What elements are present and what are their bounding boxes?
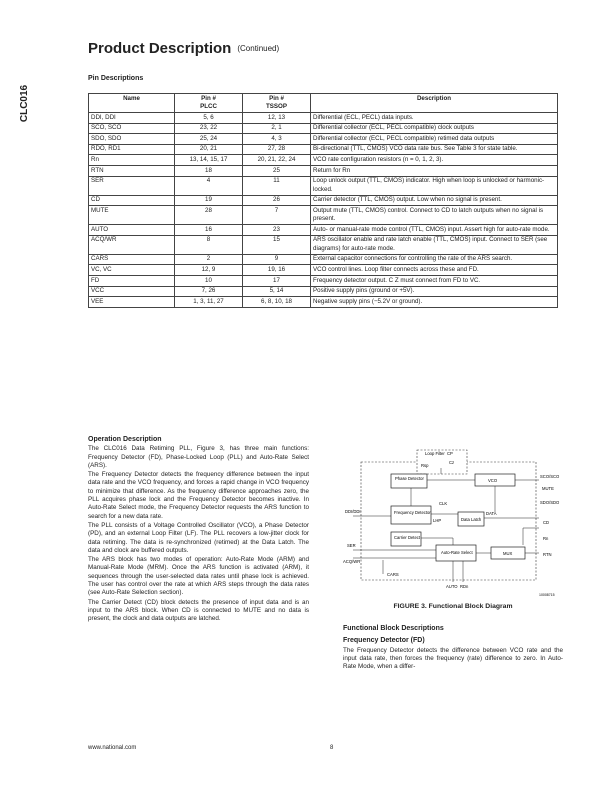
operation-heading: Operation Description <box>88 436 162 443</box>
pin-plcc: 5, 6 <box>175 113 243 124</box>
table-row <box>89 254 558 265</box>
mux-label: MUX <box>503 551 513 556</box>
pin-plcc: 8 <box>175 235 243 254</box>
operation-description <box>88 436 309 625</box>
table-row <box>89 155 558 166</box>
pin-description: Auto- or manual-rate mode control (TTL, CMOS) input. Assert high for auto-rate mode. <box>311 225 558 236</box>
pin-description: Frequency detector output. C Z must connect from FD to VC. <box>311 275 558 286</box>
header-plcc: Pin # PLCC <box>175 94 243 113</box>
table-row <box>89 265 558 276</box>
frequency-detector-block <box>391 506 431 524</box>
pin-description: Output mute (TTL, CMOS) control. Connect to CD to latch outputs when no signal is present. <box>311 206 558 225</box>
header-tssop: Pin # TSSOP <box>243 94 311 113</box>
pin-plcc: 16 <box>175 225 243 236</box>
pin-tssop: 12, 13 <box>243 113 311 124</box>
operation-p4: The ARS block has two modes of operation: Auto-Rate Mode (ARM) and Manual-Rate Mode (MRM). Once the ARS function is activated (ARM), it sequences through the user-selected data rates until phase lock is achieved. The user has control over the rate at which ARS steps through the data rates (see Auto-Rate Selection section). <box>88 556 309 597</box>
table-row <box>89 134 558 145</box>
rdn-label: RDn <box>460 584 469 589</box>
ser-label: SER <box>347 543 356 548</box>
fd-paragraph: The Frequency Detector detects the difference between VCO rate and the input data rate, then forces the frequency (rate) difference to zero. In Auto-Rate Mode, when a differ- <box>343 646 563 671</box>
pin-tssop: 25 <box>243 165 311 176</box>
table-row <box>89 144 558 155</box>
pin-name: ACQ/WR <box>89 235 175 254</box>
vco-label: VCO <box>488 478 498 483</box>
section-heading: Pin Descriptions <box>88 75 144 82</box>
pin-name: Rn <box>89 155 175 166</box>
pin-tssop: 23 <box>243 225 311 236</box>
pin-table <box>88 93 558 308</box>
table-row <box>89 176 558 195</box>
auto-rate-select-label: Auto-Rate Select <box>441 550 473 555</box>
pin-description: ARS oscillator enable and rate latch enable (TTL, CMOS) input. Connect to SER (see diagrams) for auto-rate mode. <box>311 235 558 254</box>
pin-name: RDO, RD1 <box>89 144 175 155</box>
cp-label: CP <box>447 451 453 456</box>
pin-plcc: 12, 9 <box>175 265 243 276</box>
cz-label: Cz <box>449 460 455 465</box>
phase-detector-label: Phase Detector <box>395 476 424 481</box>
acqwr-label: ACQ/WR <box>343 559 361 564</box>
table-row <box>89 235 558 254</box>
pin-plcc: 13, 14, 15, 17 <box>175 155 243 166</box>
table-row <box>89 195 558 206</box>
pin-description: Negative supply pins (−5.2V or ground). <box>311 297 558 308</box>
table-row <box>89 123 558 134</box>
header-description: Description <box>311 94 558 113</box>
pin-description: Differential (ECL, PECL) data inputs. <box>311 113 558 124</box>
pin-description: Differential collector (ECL, PECL compatible) clock outputs <box>311 123 558 134</box>
ddi-label: DDI/DDI <box>345 509 361 514</box>
pin-tssop: 17 <box>243 275 311 286</box>
table-row <box>89 225 558 236</box>
table-row <box>89 165 558 176</box>
operation-p1: The CLC016 Data Retiming PLL, Figure 3, has three main functions: Frequency Detector (FD), Phase-Locked Loop (PLL) and Auto-Rate Select (ARS). <box>88 445 309 469</box>
pin-name: VCC <box>89 286 175 297</box>
pin-tssop: 5, 14 <box>243 286 311 297</box>
pin-description: Positive supply pins (ground or +5V). <box>311 286 558 297</box>
pin-description: External capacitor connections for controlling the rate of the ARS search. <box>311 254 558 265</box>
cd-label: CD <box>543 520 550 525</box>
side-part-label <box>10 80 40 130</box>
pin-name: CD <box>89 195 175 206</box>
diagram-ref: 10008715 <box>539 593 555 597</box>
footer-url[interactable]: www.national.com <box>88 745 137 751</box>
pin-plcc: 2 <box>175 254 243 265</box>
operation-p3: The PLL consists of a Voltage Controlled Oscillator (VCO), a Phase Detector (PD), and an external Loop Filter (LF). The PLL recovers a low-jitter clock for data retiming. The data is re-synchronized (retimed) at the Data Latch. The data and clock are buffered outputs. <box>88 521 309 554</box>
pin-name: RTN <box>89 165 175 176</box>
pin-tssop: 11 <box>243 176 311 195</box>
pin-tssop: 2, 1 <box>243 123 311 134</box>
table-row <box>89 297 558 308</box>
pin-description: Bi-directional (TTL, CMOS) VCO data rate bus. See Table 3 for state table. <box>311 144 558 155</box>
pin-description: Carrier detector (TTL, CMOS) output. Low when no signal is present. <box>311 195 558 206</box>
mute-label: MUTE <box>542 486 554 491</box>
rtn-label: RTN <box>543 552 552 557</box>
pin-description: Return for Rn <box>311 165 558 176</box>
side-label-text: CLC016 <box>19 84 31 123</box>
auto-label: AUTO <box>446 584 458 589</box>
data-latch-label: Data Latch <box>461 517 482 522</box>
pin-plcc: 10 <box>175 275 243 286</box>
pin-description: Loop unlock output (TTL, CMOS) indicator. High when loop is unlocked or harmonic-locked. <box>311 176 558 195</box>
functional-block-diagram <box>343 448 563 598</box>
pin-tssop: 20, 21, 22, 24 <box>243 155 311 166</box>
pin-name: SDO, SDO <box>89 134 175 145</box>
title-text: Product Description <box>88 40 232 57</box>
table-row <box>89 206 558 225</box>
table-row <box>89 113 558 124</box>
pin-description: VCO rate configuration resistors (n = 0, 1, 2, 3). <box>311 155 558 166</box>
pin-name: VC, VC <box>89 265 175 276</box>
pin-name: AUTO <box>89 225 175 236</box>
pin-name: FD <box>89 275 175 286</box>
title-suffix: (Continued) <box>237 44 280 53</box>
figure-caption: FIGURE 3. Functional Block Diagram <box>393 603 513 610</box>
table-header-row <box>89 94 558 113</box>
sco-label: SCO/SCO <box>540 474 560 479</box>
pin-plcc: 7, 26 <box>175 286 243 297</box>
pin-name: CARS <box>89 254 175 265</box>
carrier-detect-label: Carrier Detect <box>394 535 421 540</box>
pin-tssop: 15 <box>243 235 311 254</box>
pin-name: SCO, SCO <box>89 123 175 134</box>
data-label: DATA <box>486 511 497 516</box>
pin-description: VCO control lines. Loop filter connects across these and FD. <box>311 265 558 276</box>
pin-plcc: 23, 22 <box>175 123 243 134</box>
pin-plcc: 18 <box>175 165 243 176</box>
pin-name: SER <box>89 176 175 195</box>
pin-name: VEE <box>89 297 175 308</box>
sdo-label: SDO/SDO <box>540 500 560 505</box>
pin-description: Differential collector (ECL, PECL compatible) retimed data outputs <box>311 134 558 145</box>
operation-p5: The Carrier Detect (CD) block detects the presence of input data and is an input to the ARS block. When CD is connected to MUTE and no data is present, the clock and data outputs are latched. <box>88 598 309 623</box>
pin-tssop: 7 <box>243 206 311 225</box>
functional-heading: Functional Block Descriptions <box>343 625 444 632</box>
pin-plcc: 20, 21 <box>175 144 243 155</box>
pin-tssop: 4, 3 <box>243 134 311 145</box>
frequency-detector-label: Frequency Detector <box>394 510 431 515</box>
lhp-label: LHP <box>433 518 442 523</box>
clk-label: CLK <box>439 501 448 506</box>
operation-p2: The Frequency Detector detects the frequency difference between the input data rate and the VCO frequency, and forces a rapid change in VCO frequency to minimize that difference. As the frequency difference approaches zero, the PLL acquires phase lock and the Frequency Detector becomes inactive. In Auto-Rate Select mode, the Frequency Detector requests the ARS function to search for a new data rate. <box>88 471 309 520</box>
page-number: 8 <box>330 745 334 751</box>
table-row <box>89 275 558 286</box>
header-name: Name <box>89 94 175 113</box>
pin-plcc: 4 <box>175 176 243 195</box>
functional-descriptions <box>343 625 563 672</box>
pin-name: MUTE <box>89 206 175 225</box>
fd-subheading: Frequency Detector (FD) <box>343 637 425 645</box>
pin-tssop: 26 <box>243 195 311 206</box>
rn-label: Rn <box>543 536 549 541</box>
pin-tssop: 9 <box>243 254 311 265</box>
pin-plcc: 19 <box>175 195 243 206</box>
page-title <box>88 40 279 57</box>
pin-tssop: 27, 28 <box>243 144 311 155</box>
pin-tssop: 19, 16 <box>243 265 311 276</box>
pin-plcc: 25, 24 <box>175 134 243 145</box>
pin-tssop: 6, 8, 10, 18 <box>243 297 311 308</box>
pin-plcc: 1, 3, 11, 27 <box>175 297 243 308</box>
loop-filter-label: Loop Filter <box>425 451 445 456</box>
table-row <box>89 286 558 297</box>
pin-name: DDI, DDI <box>89 113 175 124</box>
cars-label: CARS <box>387 572 399 577</box>
pin-plcc: 28 <box>175 206 243 225</box>
rsp-label: Rsp <box>421 463 429 468</box>
